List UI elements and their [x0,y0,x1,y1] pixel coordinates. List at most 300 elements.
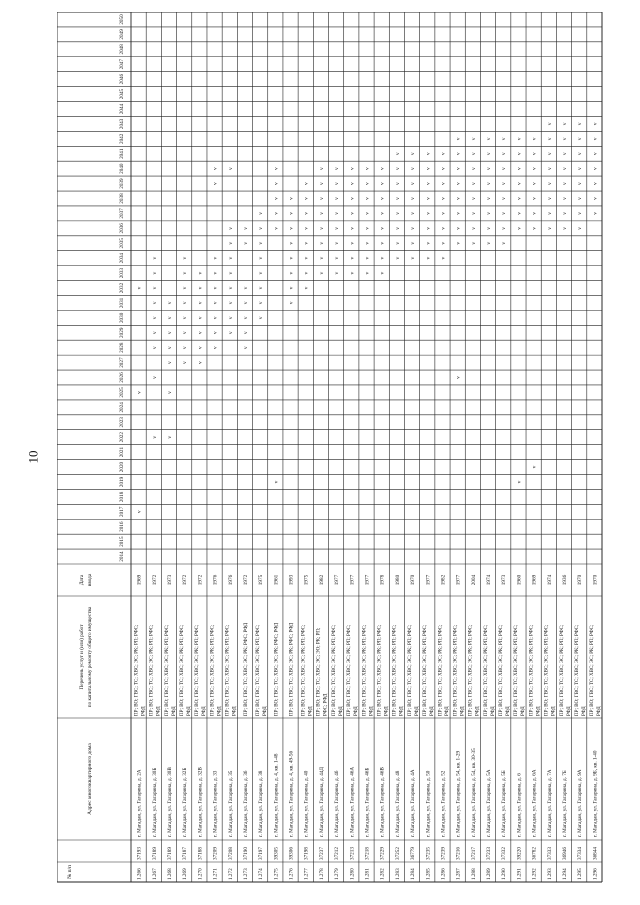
row-address: г. Магадан, ул. Гагарина, д. 54, кв. 1-29 [455,750,462,837]
row-mark: v [197,316,204,320]
row-mark: v [379,271,386,275]
row-num: 1.270 [197,868,204,880]
row-mark: v [318,226,325,230]
row-works: ПР; ВО; ГВС; ТС; ХВС; ЭС; РК; РП; РФС; [529,624,535,716]
row-works: ПР; ВО; ГВС; ТС; ХВС; ЭС; РК; РП; РФС; [453,624,459,716]
row-mark: v [516,182,523,185]
row-mark: v [212,182,219,185]
header-year-2048: 2048 [119,44,125,55]
row-year: 1975 [303,574,310,586]
row-works-2: РФД [597,706,603,716]
row-mark: v [288,241,295,245]
row-year: 1976 [212,574,219,586]
row-works-2: РФД [506,706,512,716]
row-works-2: РФД [232,706,238,716]
row-mark: v [303,212,310,215]
row-works: ПР; ВО; ГВС; ТС; ХВС; ЭС; РК; РП; РФС; [331,624,337,716]
row-id: 37208 [227,847,234,860]
row-num: 1.275 [273,868,280,880]
row-works: ПР; ВО; ГВС; ТС; ХВС; ЭС; РК; РП; РФС; [164,624,170,716]
row-works: ПР; ВО; ГВС; ТС; ХВС; ЭС; РК; РФС; РФД [289,622,295,716]
row-mark: v [227,331,234,335]
row-address: г. Магадан, ул. Гагарина, д. 7А [546,769,553,837]
row-works-2: РФД [536,706,542,716]
row-id: 37239 [440,847,447,860]
row-id: 37334 [577,847,584,860]
row-works-2: РФД [338,706,344,716]
row-mark: v [592,212,599,215]
row-works: ПР; ВО; ГВС; ТС; ХВС; ЭС; РК; РП; РФС; [210,624,216,716]
row-mark: v [546,137,553,141]
row-mark: v [212,286,219,290]
row-num: 1.271 [212,868,219,880]
row-works: ПР; ВО; ГВС; ТС; ХВС; ЭС; РК; РФС; РФД [274,622,280,716]
row-mark: v [136,286,143,290]
header-year-2047: 2047 [119,59,125,70]
row-mark: v [349,197,356,200]
row-mark: v [455,241,462,245]
row-mark: v [151,301,158,305]
row-mark: v [273,226,280,230]
row-year: 1977 [425,574,432,586]
row-works: ПР; ВО; ГВС; ТС; ХВС; ЭС; РК; РП; РФС; [590,624,596,716]
row-num: 1.292 [531,868,538,880]
row-works: ПР; ВО; ГВС; ТС; ХВС; ЭС; РК; РП; РФС; [225,624,231,716]
row-mark: v [273,480,280,484]
row-year: 1976 [227,574,234,586]
row-mark: v [501,167,508,171]
row-mark: v [516,212,523,215]
row-mark: v [136,510,143,514]
header-works-2: по капитальному ремонту общего имущества [87,606,93,708]
row-mark: v [288,226,295,230]
row-address: г. Магадан, ул. Гагарина, д. 46 [334,770,341,837]
row-mark: v [288,271,295,275]
header-year-2043: 2043 [119,118,125,130]
row-num: 1.273 [242,868,249,880]
row-mark: v [227,316,234,320]
row-num: 1.280 [349,868,356,880]
row-mark: v [410,152,417,156]
row-id: 37188 [197,847,204,860]
row-works-2: РФД [384,706,390,716]
row-mark: v [258,316,265,320]
header-works: Перечень услуг и (или) работ [79,624,85,690]
row-mark: v [410,182,417,185]
row-works-2: РФД [156,706,162,716]
row-mark: v [258,226,265,230]
row-works: ПР; ВО; ГВС; ТС; ХВС; ЭС; РК; РП; РФС; [559,624,565,716]
row-mark: v [440,256,447,260]
row-mark: v [425,167,432,171]
row-num: 1.281 [364,868,371,880]
row-year: 1973 [501,574,508,586]
row-mark: v [516,226,523,230]
header-year-2028: 2028 [119,342,125,353]
row-mark: v [379,182,386,185]
row-mark: v [197,271,204,275]
row-year: 1972 [242,574,249,586]
header-year-2032: 2032 [119,282,125,294]
row-mark: v [318,167,325,171]
header-year-2026: 2026 [119,372,125,383]
row-works: ПР; ВО; ГВС; ТС; ХВС; ЭС; РК; РП; РФС; [149,624,155,716]
row-works-2: РФД [521,706,527,716]
row-id: 37333 [546,847,553,860]
row-mark: v [486,152,493,156]
row-year: 1980 [394,574,401,586]
row-address: г. Магадан, ул. Гагарина, д. 52 [440,770,447,837]
table-grid [57,12,617,892]
row-address: г. Магадан, ул. Гагарина, д. 46А [349,766,356,837]
row-works-2: РФД [354,706,360,716]
row-mark: v [486,241,493,245]
row-mark: v [577,212,584,215]
row-year: 1961 [273,574,280,586]
row-num: 1.282 [379,868,386,880]
row-mark: v [318,256,325,260]
row-mark: v [258,256,265,260]
row-id: 36844 [592,847,599,860]
row-works-2: РФД [141,706,147,716]
row-mark: v [577,182,584,185]
row-mark: v [318,241,325,245]
row-mark: v [212,346,219,350]
row-year: 1973 [166,574,173,586]
row-address: г. Магадан, ул. Гагарина, д. 48 [394,770,401,837]
row-mark: v [394,241,401,245]
row-mark: v [562,197,569,200]
row-works: ПР; ВО; ГВС; ТС; ХВС; ЭС; РК; РП; РФС; [407,624,413,716]
row-id: 39220 [516,847,523,860]
row-mark: v [197,361,204,364]
row-mark: v [242,241,249,245]
row-mark: v [151,346,158,350]
row-mark: v [242,226,249,230]
row-mark: v [470,182,477,185]
row-num: 1.269 [182,868,189,880]
row-mark: v [242,286,249,290]
row-id: 37190 [242,847,249,860]
row-num: 1.278 [318,868,325,880]
row-mark: v [531,152,538,156]
row-mark: v [166,316,173,320]
row-mark: v [212,331,219,335]
row-mark: v [182,256,189,260]
row-mark: v [227,271,234,275]
row-mark: v [562,212,569,215]
row-mark: v [486,182,493,185]
row-mark: v [151,435,158,439]
row-address: г. Магадан, ул. Гагарина, д. 6 [516,773,523,837]
row-mark: v [440,212,447,215]
row-mark: v [227,241,234,245]
row-mark: v [425,182,432,185]
capital-repair-table [57,12,617,897]
row-num: 1.274 [258,868,265,880]
header-year-2036: 2036 [119,223,125,234]
header-year-2049: 2049 [119,29,125,40]
row-mark: v [334,212,341,215]
row-mark: v [227,286,234,290]
row-num: 1.287 [455,868,462,880]
row-year: 1975 [258,574,265,586]
header-year-2027: 2027 [119,357,125,368]
row-year: 1936 [562,574,569,586]
header-year-2019: 2019 [119,476,125,488]
row-works-2: РФД [551,706,557,716]
row-address: г. Магадан, ул. Гагарина, д. 32Б [182,767,189,837]
row-mark: v [470,152,477,156]
row-works-2: РФД [262,706,268,716]
row-mark: v [501,152,508,156]
row-address: г. Магадан, ул. Гагарина, д. 50 [425,770,432,837]
row-mark: v [410,226,417,230]
row-works-2: РФС; РФД [323,693,329,716]
row-mark: v [394,167,401,171]
row-mark: v [531,137,538,141]
row-mark: v [440,167,447,171]
row-num: 1.283 [394,868,401,880]
row-works: ПР; ВО; ГВС; ТС; ХВС; ЭС; ЭО; РК; РП; [316,627,322,716]
row-mark: v [501,182,508,185]
row-mark: v [303,182,310,185]
row-mark: v [501,137,508,141]
row-mark: v [577,226,584,230]
header-year-2: ввода [87,573,93,587]
row-num: 1.284 [410,868,417,880]
header-year-2044: 2044 [119,103,125,115]
header-year-2040: 2040 [119,163,125,174]
header-year-2023: 2023 [119,417,125,428]
row-mark: v [151,256,158,260]
row-mark: v [546,226,553,230]
row-mark: v [182,301,189,305]
row-mark: v [501,241,508,245]
row-mark: v [455,182,462,185]
row-mark: v [273,182,280,185]
row-mark: v [455,226,462,230]
row-year: 1974 [486,574,493,586]
row-id: 37213 [349,847,356,860]
row-mark: v [166,391,173,394]
row-address: г. Магадан, ул. Гагарина, д. 33 [212,770,219,837]
row-mark: v [440,226,447,230]
row-id: 37197 [258,847,265,860]
row-address: г. Магадан, ул. Гагарина, д. 44Д [318,767,325,837]
row-works: ПР; ВО; ГВС; ТС; ХВС; ЭС; РК; РП; РФС; [438,624,444,716]
header-year-2039: 2039 [119,178,125,189]
row-mark: v [394,226,401,230]
row-mark: v [349,226,356,230]
row-works-2: РФД [490,706,496,716]
row-mark: v [425,241,432,245]
row-mark: v [455,212,462,215]
row-num: 1.268 [166,868,173,880]
row-mark: v [501,212,508,215]
row-mark: v [394,197,401,200]
row-id: 37235 [425,847,432,860]
row-mark: v [379,226,386,230]
row-address: г. Магадан, ул. Гагарина, д. 5Б [501,770,508,837]
row-id: 37187 [182,847,189,860]
header-year-2024: 2024 [119,402,125,413]
header-year-2017: 2017 [119,506,125,517]
row-num: 1.277 [303,868,310,880]
row-mark: v [288,256,295,260]
row-mark: v [242,316,249,320]
row-num: 1.296 [592,868,599,880]
row-mark: v [166,301,173,305]
header-year-2033: 2033 [119,267,125,279]
row-mark: v [470,212,477,215]
row-id: 37189 [166,847,173,860]
row-works: ПР; ВО; ГВС; ТС; ХВС; ЭС; РК; РП; РФС; [179,624,185,716]
row-mark: v [486,197,493,200]
row-mark: v [470,137,477,141]
row-mark: v [410,167,417,171]
row-mark: v [166,361,173,364]
row-num: 1.293 [546,868,553,880]
row-mark: v [562,167,569,171]
row-mark: v [166,346,173,350]
row-works: ПР; ВО; ГВС; ТС; ХВС; ЭС; РК; РП; РФС; [499,624,505,716]
row-mark: v [273,197,280,200]
row-mark: v [318,271,325,275]
row-mark: v [516,480,523,484]
row-year: 2004 [470,574,477,586]
row-id: 37218 [364,847,371,860]
row-year: 1972 [197,574,204,586]
row-address: г. Магадан, ул. Гагарина, д. 38 [258,770,265,837]
header-num: № п/п [67,864,73,879]
row-mark: v [546,197,553,200]
row-works: ПР; ВО; ГВС; ТС; ХВС; ЭС; РК; РП; РФС; [514,624,520,716]
row-mark: v [592,167,599,171]
row-year: 1960 [516,574,523,586]
row-mark: v [288,197,295,200]
row-mark: v [546,212,553,215]
row-mark: v [334,226,341,230]
row-mark: v [440,241,447,245]
row-mark: v [349,182,356,185]
row-works: ПР; ВО; ГВС; ТС; ХВС; ЭС; РК; РП; РФС; [574,624,580,716]
row-num: 1.276 [288,868,295,880]
row-mark: v [516,152,523,156]
row-year: 1977 [364,574,371,586]
header-address: Адрес многоквартирного дома [87,743,93,815]
row-mark: v [303,271,310,275]
row-mark: v [227,226,234,230]
row-mark: v [258,212,265,215]
row-mark: v [197,331,204,335]
row-mark: v [349,256,356,260]
row-num: 1.286 [440,868,447,880]
row-mark: v [334,182,341,185]
row-mark: v [379,212,386,215]
row-mark: v [364,182,371,185]
row-mark: v [592,197,599,200]
row-mark: v [470,167,477,171]
row-address: г. Магадан, ул. Гагарина, д. 40 [303,770,310,837]
row-mark: v [425,226,432,230]
row-mark: v [486,212,493,215]
row-mark: v [288,212,295,215]
row-works-2: РФД [217,706,223,716]
row-year: 1977 [334,574,341,586]
row-mark: v [379,256,386,260]
row-works: ПР; ВО; ГВС; ТС; ХВС; ЭС; РК; РП; РФС; [362,624,368,716]
row-year: 1970 [410,574,417,586]
row-id: 37233 [486,847,493,860]
row-num: 1.288 [470,868,477,880]
row-num: 1.294 [562,868,569,880]
row-mark: v [531,465,538,469]
header-year-2050: 2050 [119,14,125,25]
header-year-2042: 2042 [119,133,125,144]
row-year: 1970 [592,574,599,586]
row-mark: v [273,167,280,171]
row-works: ПР; ВО; ГВС; ТС; ХВС; ЭС; РК; РП; РФС; [483,624,489,716]
row-mark: v [410,197,417,200]
row-mark: v [486,167,493,171]
row-mark: v [151,316,158,320]
row-mark: v [182,286,189,290]
row-mark: v [258,286,265,290]
row-id: 37237 [318,847,325,860]
page-number: 10 [25,450,41,464]
row-mark: v [410,241,417,245]
row-id: 37189 [151,847,158,860]
row-mark: v [577,152,584,156]
row-mark: v [486,137,493,141]
row-mark: v [303,241,310,245]
header-year-2014: 2014 [119,551,125,562]
row-mark: v [531,182,538,185]
header-year-2037: 2037 [119,208,125,219]
row-year: 1982 [318,574,325,586]
row-mark: v [410,212,417,215]
row-mark: v [136,391,143,394]
row-year: 1974 [546,574,553,586]
row-num: 1.285 [425,868,432,880]
row-mark: v [151,271,158,275]
row-year: 1972 [151,574,158,586]
row-mark: v [455,167,462,171]
row-mark: v [455,376,462,379]
header-year-2016: 2016 [119,521,125,532]
row-mark: v [227,167,234,171]
header-year-2038: 2038 [119,193,125,204]
row-mark: v [303,226,310,230]
row-address: г. Магадан, ул. Гагарина, д. 46В [379,767,386,837]
header-year-2021: 2021 [119,446,125,458]
row-works: ПР; ВО; ГВС; ТС; ХВС; ЭС; РК; РП; РФС; [377,624,383,716]
row-mark: v [531,226,538,230]
row-works-2: РФД [460,706,466,716]
row-works: ПР; ВО; ГВС; ТС; ХВС; ЭС; РК; РП; РФС; [423,624,429,716]
row-mark: v [531,197,538,200]
row-address: г. Магадан, ул. Гагарина, д. 30В [166,767,173,837]
row-mark: v [242,346,249,350]
row-mark: v [546,182,553,185]
row-id: 36779 [410,847,417,860]
row-year: 1978 [379,574,386,586]
row-mark: v [242,331,249,335]
row-address: г. Магадан, ул. Гагарина, д. 32В [197,767,204,837]
row-num: 1.289 [486,868,493,880]
header-year: Дата [79,574,85,586]
